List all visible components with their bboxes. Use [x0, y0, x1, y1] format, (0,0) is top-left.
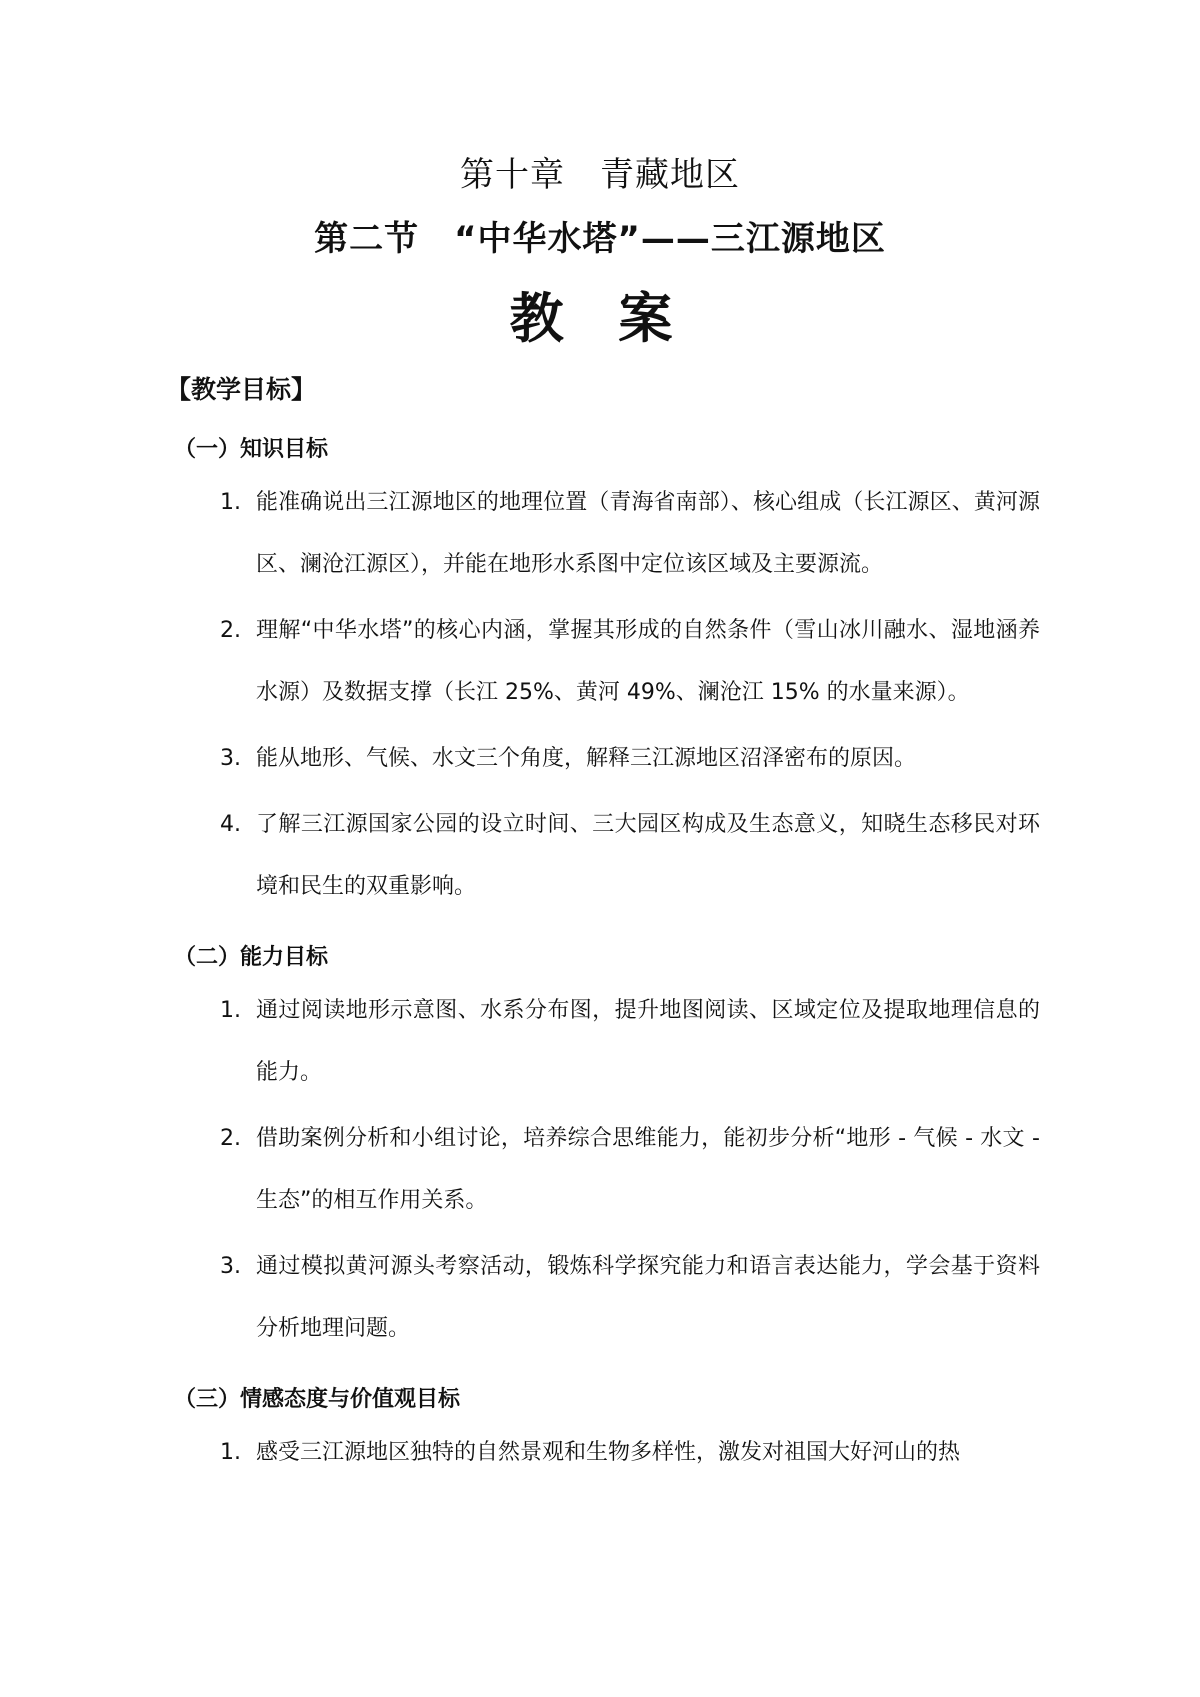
- item-number: 4.: [220, 812, 241, 837]
- item-number: 1.: [220, 998, 241, 1023]
- list-item: [180, 1422, 1040, 1484]
- section-title: 第二节 “中华水塔”——三江源地区: [314, 219, 886, 259]
- objectives-content: [166, 370, 1040, 1484]
- item-number: 3.: [220, 1254, 241, 1279]
- list-item: [180, 1236, 1040, 1360]
- list-item: [180, 600, 1040, 724]
- item-text: 通过阅读地形示意图、水系分布图，提升地图阅读、区域定位及提取地理信息的能力。: [256, 998, 1040, 1085]
- item-text: 借助案例分析和小组讨论，培养综合思维能力，能初步分析“地形 - 气候 - 水文 - 生态”的相互作用关系。: [256, 1126, 1040, 1213]
- objectives-heading: 【教学目标】: [166, 375, 317, 404]
- item-number: 2.: [220, 1126, 241, 1151]
- list-item: [180, 472, 1040, 596]
- ability-objectives-heading: （二）能力目标: [174, 945, 329, 970]
- item-text: 了解三江源国家公园的设立时间、三大园区构成及生态意义，知晓生态移民对环境和民生的双重影响。: [256, 812, 1040, 899]
- document-title: 教 案: [509, 287, 691, 350]
- list-item: [180, 794, 1040, 918]
- chapter-title: 第十章 青藏地区: [460, 155, 740, 195]
- knowledge-objectives-heading: （一）知识目标: [174, 437, 329, 462]
- values-objectives-heading: （三）情感态度与价值观目标: [174, 1387, 461, 1412]
- item-number: 2.: [220, 618, 241, 643]
- item-text: 能从地形、气候、水文三个角度，解释三江源地区沼泽密布的原因。: [256, 746, 917, 771]
- list-item: [180, 728, 1040, 790]
- item-text: 理解“中华水塔”的核心内涵，掌握其形成的自然条件（雪山冰川融水、湿地涵养水源）及数据支撑（长江 25%、黄河 49%、澜沧江 15% 的水量来源）。: [256, 618, 1040, 705]
- item-text: 通过模拟黄河源头考察活动，锻炼科学探究能力和语言表达能力，学会基于资料分析地理问题。: [256, 1254, 1040, 1341]
- item-number: 3.: [220, 746, 241, 771]
- title-block: [0, 145, 1200, 355]
- item-text: 能准确说出三江源地区的地理位置（青海省南部）、核心组成（长江源区、黄河源区、澜沧江源区），并能在地形水系图中定位该区域及主要源流。: [256, 490, 1040, 577]
- item-text: 感受三江源地区独特的自然景观和生物多样性，激发对祖国大好河山的热: [256, 1440, 961, 1465]
- item-number: 1.: [220, 1440, 241, 1465]
- list-item: [180, 980, 1040, 1104]
- item-number: 1.: [220, 490, 241, 515]
- list-item: [180, 1108, 1040, 1232]
